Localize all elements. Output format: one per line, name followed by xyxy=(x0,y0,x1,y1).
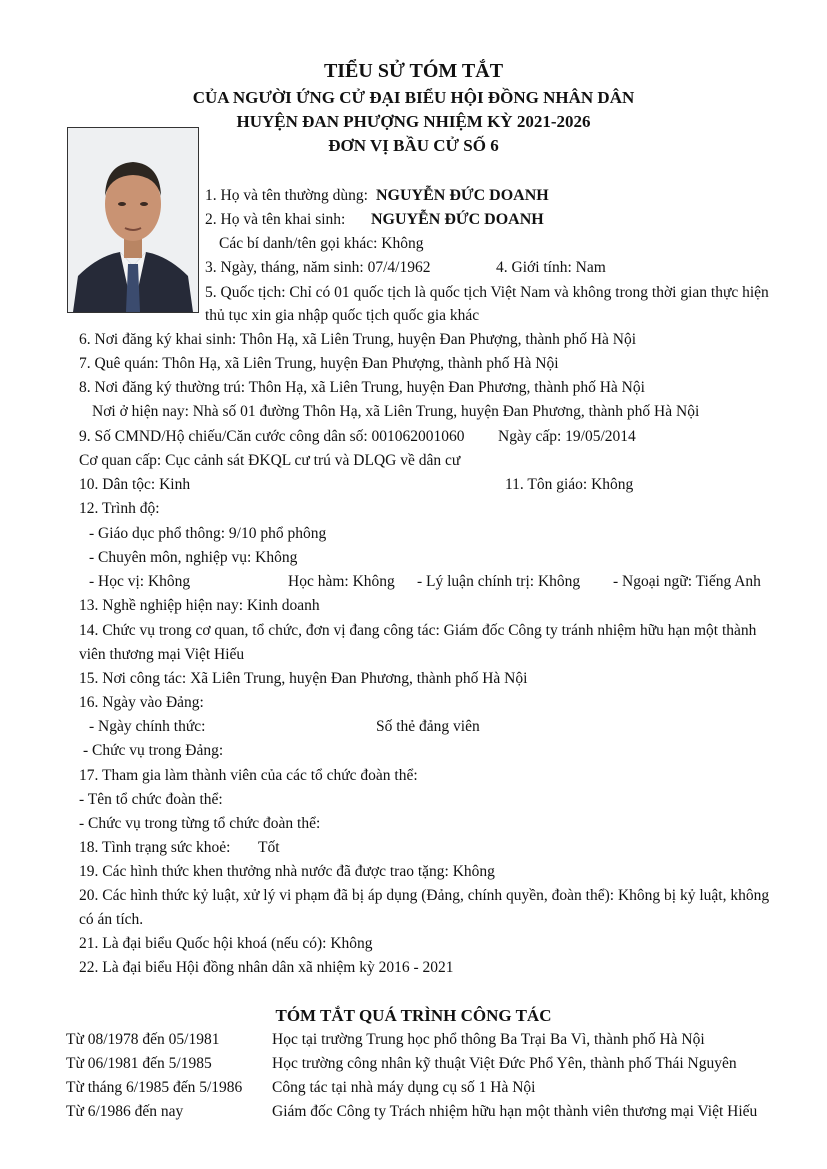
common-name-label: 1. Họ và tên thường dùng: xyxy=(205,187,368,204)
document-subtitle-unit: ĐƠN VỊ BẦU CỬ SỐ 6 xyxy=(328,136,499,155)
work-history-period: Từ 6/1986 đến nay xyxy=(66,1103,184,1120)
health-label: 18. Tình trạng sức khoẻ: xyxy=(79,839,231,856)
political-theory: - Lý luận chính trị: Không xyxy=(417,573,581,590)
occupation: 13. Nghề nghiệp hiện nay: Kinh doanh xyxy=(79,597,320,614)
ethnicity: 10. Dân tộc: Kinh xyxy=(79,476,191,493)
mass-organizations: 17. Tham gia làm thành viên của các tổ chức đoàn thể: xyxy=(79,767,418,784)
mass-org-position: - Chức vụ trong từng tổ chức đoàn thể: xyxy=(79,815,321,832)
work-history-description: Giám đốc Công ty Trách nhiệm hữu hạn một thành viên thương mại Việt Hiếu xyxy=(272,1103,758,1120)
permanent-residence: 8. Nơi đăng ký thường trú: Thôn Hạ, xã Liên Trung, huyện Đan Phương, thành phố Hà Nội xyxy=(79,379,645,396)
position-line-2: viên thương mại Việt Hiếu xyxy=(79,646,245,663)
candidate-photo xyxy=(67,127,199,313)
work-history-description: Công tác tại nhà máy dụng cụ số 1 Hà Nội xyxy=(272,1079,536,1096)
education-heading: 12. Trình độ: xyxy=(79,500,160,517)
party-card-number: Số thẻ đảng viên xyxy=(376,718,480,735)
document-title: TIỂU SỬ TÓM TẮT xyxy=(323,60,504,82)
work-history-title: TÓM TẮT QUÁ TRÌNH CÔNG TÁC xyxy=(275,1006,552,1025)
mass-org-name: - Tên tổ chức đoàn thể: xyxy=(79,791,223,808)
academic-degree: - Học vị: Không xyxy=(89,573,191,590)
aliases: Các bí danh/tên gọi khác: Không xyxy=(219,235,424,252)
current-address: Nơi ở hiện nay: Nhà số 01 đường Thôn Hạ, xã Liên Trung, huyện Đan Phương, thành phố Hà Nội xyxy=(92,403,700,420)
work-history-period: Từ 06/1981 đến 5/1985 xyxy=(66,1055,212,1072)
discipline-line-1: 20. Các hình thức kỷ luật, xử lý vi phạm đã bị áp dụng (Đảng, chính quyền, đoàn thể): Không bị kỷ luật, không xyxy=(79,887,770,904)
position-line-1: 14. Chức vụ trong cơ quan, tổ chức, đơn vị đang công tác: Giám đốc Công ty tránh nhiệm hữu hạn một thành xyxy=(79,622,757,639)
work-history-period: Từ tháng 6/1985 đến 5/1986 xyxy=(66,1079,243,1096)
date-of-birth: 3. Ngày, tháng, năm sinh: 07/4/1962 xyxy=(205,259,431,276)
work-history-period: Từ 08/1978 đến 05/1981 xyxy=(66,1031,220,1048)
party-official-date: - Ngày chính thức: xyxy=(89,718,206,735)
general-education: - Giáo dục phổ thông: 9/10 phổ phông xyxy=(89,525,327,542)
birth-registration: 6. Nơi đăng ký khai sinh: Thôn Hạ, xã Liên Trung, huyện Đan Phượng, thành phố Hà Nội xyxy=(79,331,637,348)
id-issue-date: Ngày cấp: 19/05/2014 xyxy=(498,428,636,445)
document-subtitle-council: CỦA NGƯỜI ỨNG CỬ ĐẠI BIỂU HỘI ĐỒNG NHÂN DÂN xyxy=(192,88,635,107)
portrait-image xyxy=(68,128,198,312)
workplace: 15. Nơi công tác: Xã Liên Trung, huyện Đan Phương, thành phố Hà Nội xyxy=(79,670,528,687)
religion: 11. Tôn giáo: Không xyxy=(505,476,634,493)
birth-name-value: NGUYỄN ĐỨC DOANH xyxy=(371,211,544,228)
work-history-description: Học trường công nhân kỹ thuật Việt Đức Phổ Yên, thành phố Thái Nguyên xyxy=(272,1055,737,1072)
state-awards: 19. Các hình thức khen thưởng nhà nước đã được trao tặng: Không xyxy=(79,863,495,880)
health-value: Tốt xyxy=(258,839,280,856)
discipline-line-2: có án tích. xyxy=(79,911,144,928)
hometown: 7. Quê quán: Thôn Hạ, xã Liên Trung, huyện Đan Phượng, thành phố Hà Nội xyxy=(79,355,559,372)
national-assembly-delegate: 21. Là đại biểu Quốc hội khoá (nếu có): Không xyxy=(79,935,373,952)
id-number: 9. Số CMND/Hộ chiếu/Căn cước công dân số: 001062001060 xyxy=(79,428,465,445)
foreign-language: - Ngoại ngữ: Tiếng Anh xyxy=(613,573,761,590)
work-history-description: Học tại trường Trung học phổ thông Ba Trại Ba Vì, thành phố Hà Nội xyxy=(272,1031,705,1048)
gender: 4. Giới tính: Nam xyxy=(496,259,606,276)
party-position: - Chức vụ trong Đảng: xyxy=(83,742,224,759)
nationality-line-1: 5. Quốc tịch: Chỉ có 01 quốc tịch là quốc tịch Việt Nam và không trong thời gian thực hiện xyxy=(205,284,769,301)
common-name-value: NGUYỄN ĐỨC DOANH xyxy=(376,187,549,204)
party-join-date: 16. Ngày vào Đảng: xyxy=(79,694,204,711)
document-subtitle-district: HUYỆN ĐAN PHƯỢNG NHIỆM KỲ 2021-2026 xyxy=(236,112,591,131)
id-issuing-agency: Cơ quan cấp: Cục cảnh sát ĐKQL cư trú và DLQG về dân cư xyxy=(79,452,461,469)
birth-name-label: 2. Họ và tên khai sinh: xyxy=(205,211,346,228)
professional-skill: - Chuyên môn, nghiệp vụ: Không xyxy=(89,549,298,566)
nationality-line-2: thủ tục xin gia nhập quốc tịch quốc gia khác xyxy=(205,307,480,324)
peoples-council-delegate: 22. Là đại biểu Hội đồng nhân dân xã nhiệm kỳ 2016 - 2021 xyxy=(79,959,454,976)
academic-rank: Học hàm: Không xyxy=(288,573,395,590)
